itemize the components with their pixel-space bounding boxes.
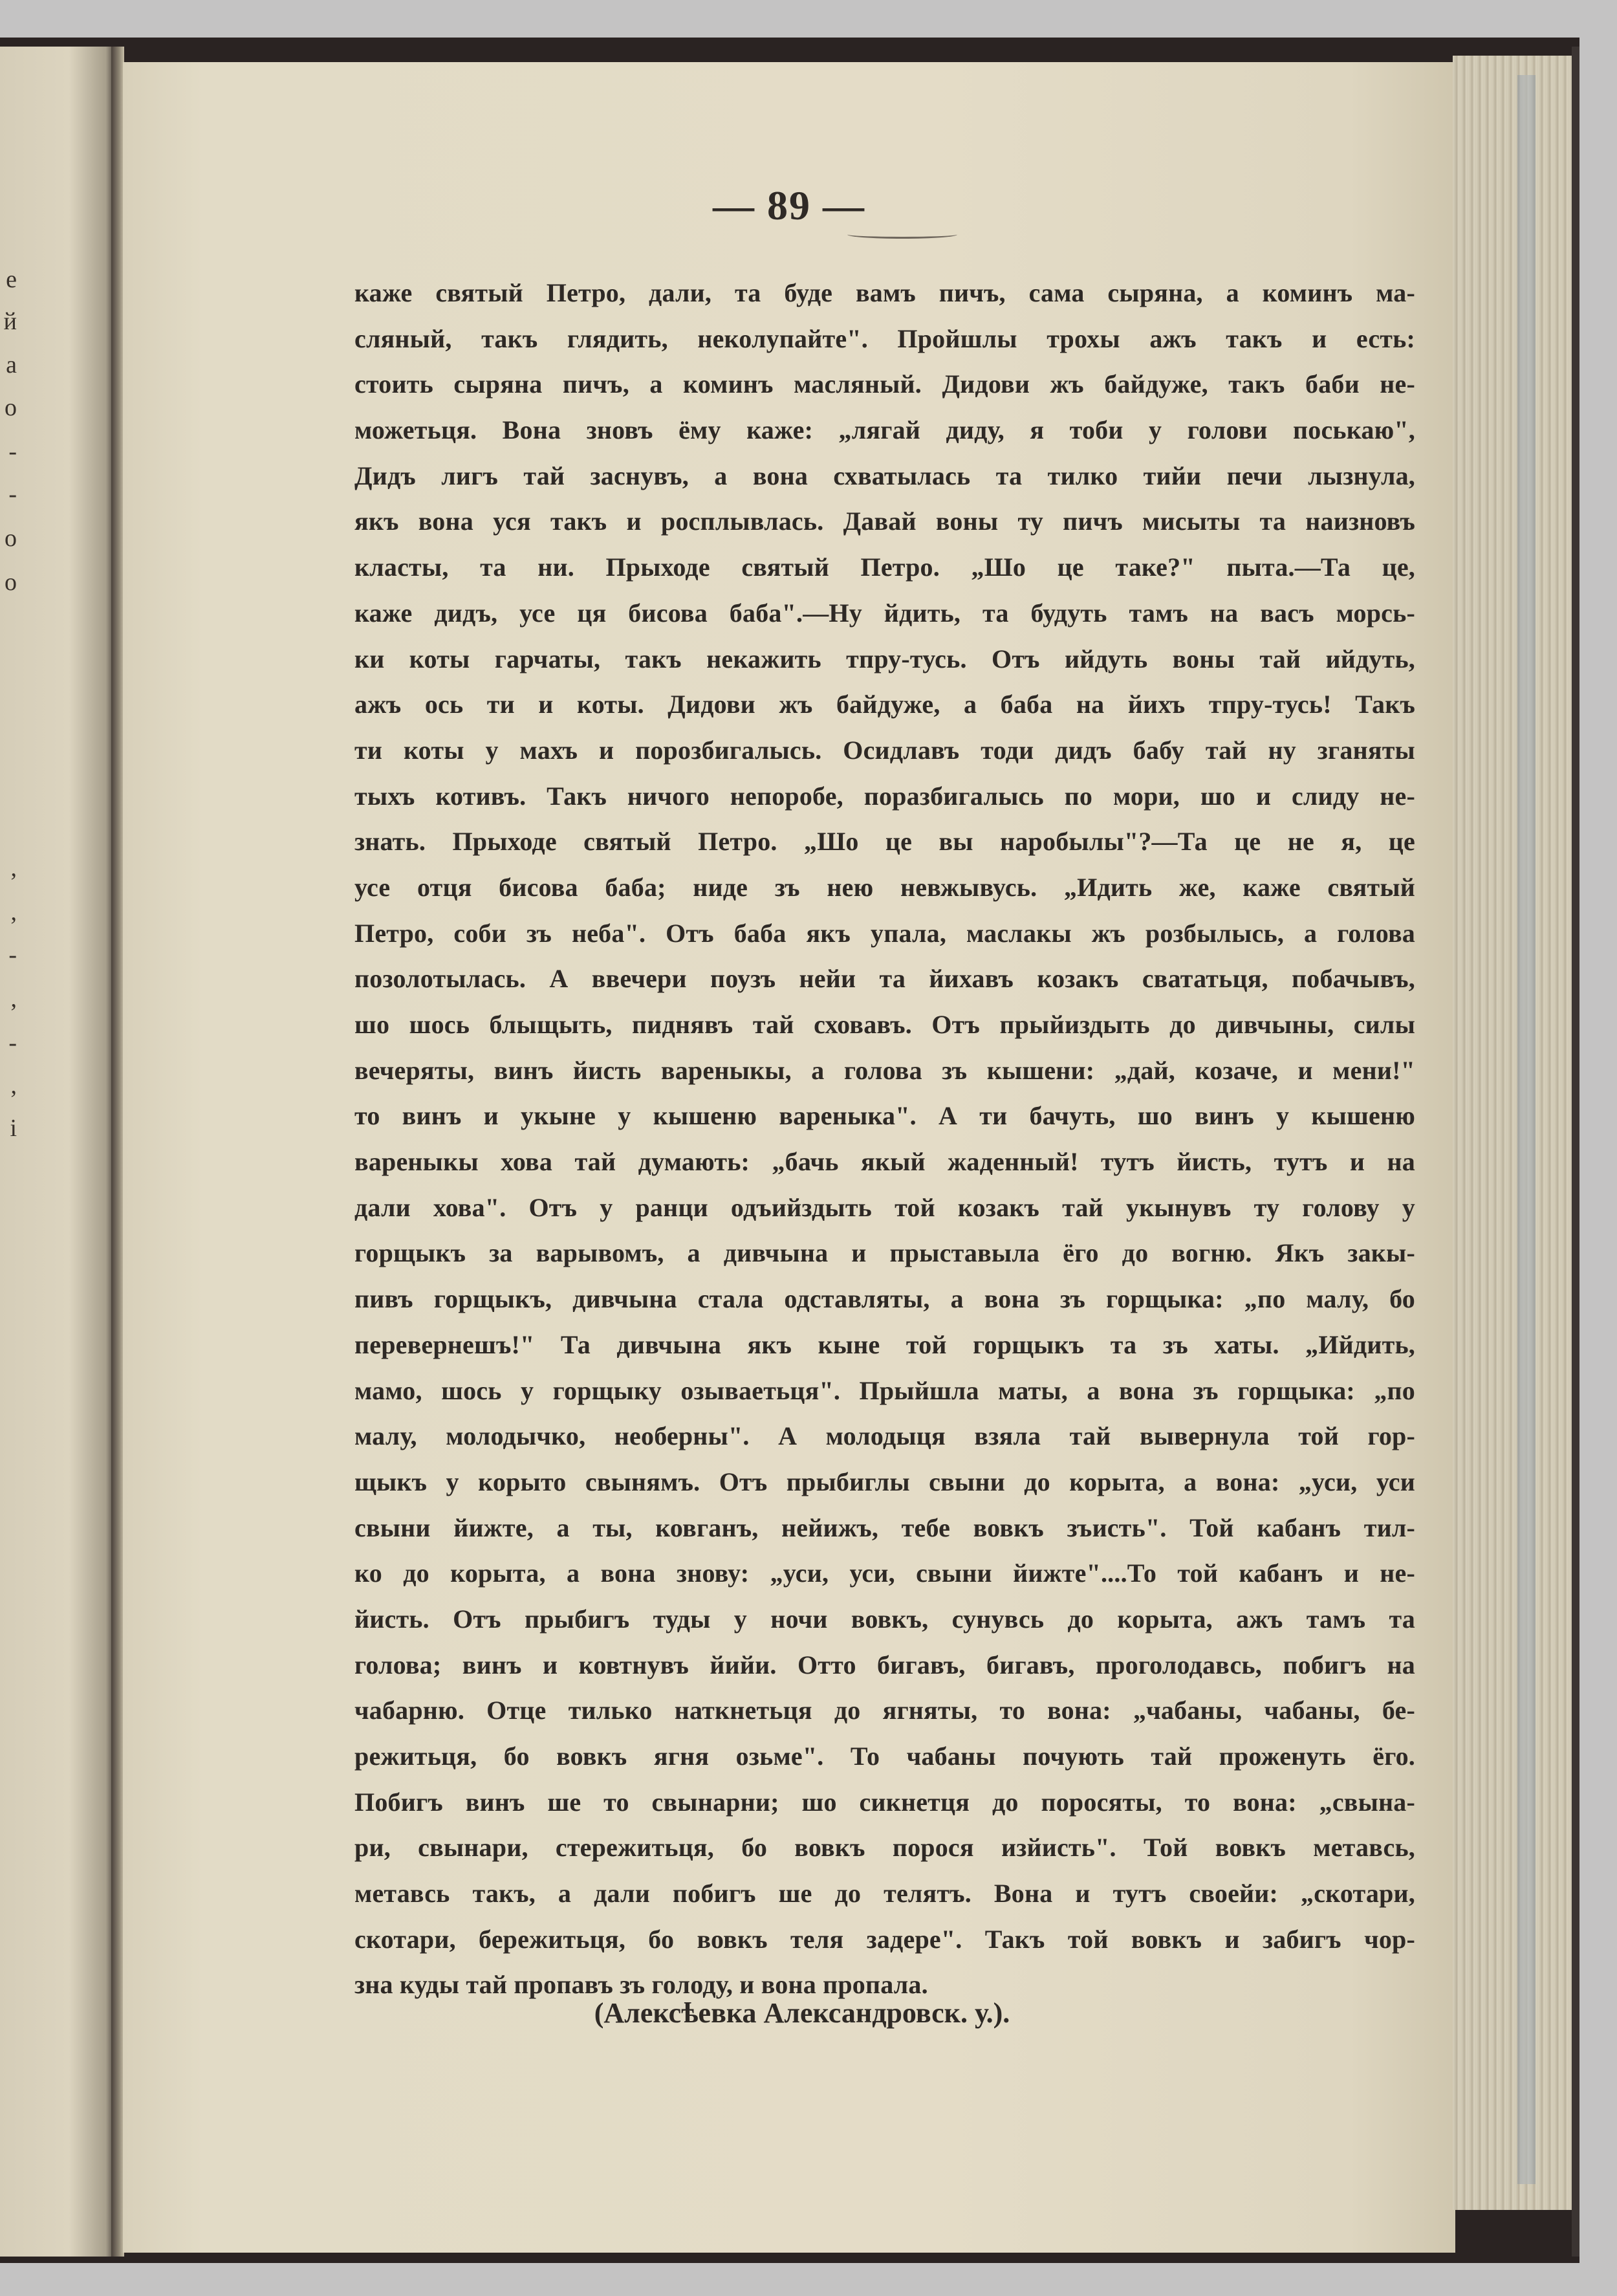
text-line: шо шось блыщыть, пиднявъ тай сховавъ. Отъ прыйиздыть до дивчыны, силы — [354, 1010, 1415, 1039]
text-line: скотари, бережитьця, бо вовкъ теля задере". Такъ той вовкъ и забигъ чор- — [354, 1924, 1415, 1954]
left-page-fragment: і — [10, 1115, 17, 1142]
text-line: щыкъ у корыто свынямъ. Отъ прыбиглы свыни до корыта, а вона: „уси, уси — [354, 1467, 1415, 1496]
text-line: режитьця, бо вовкъ ягня озьме". То чабаны почують тай проженуть ёго. — [354, 1742, 1415, 1771]
left-page-fragment: - — [8, 941, 17, 968]
text-line: йисть. Отъ прыбигъ туды у ночи вовкъ, сунувсь до корыта, ажъ тамъ та — [354, 1604, 1415, 1634]
text-line: тыхъ котивъ. Такъ ничого непоробе, поразбигалысь по мори, шо и слиду не- — [354, 781, 1415, 811]
page-edges — [1453, 56, 1577, 2210]
text-line: усе отця бисова баба; ниде зъ нею невжывусь. „Идить же, каже святый — [354, 872, 1415, 902]
text-line: горщыкъ за варывомъ, а дивчына и прыставыла ёго до вогню. Якъ закы- — [354, 1238, 1415, 1268]
text-line: мамо, шось у горщыку озываетьця". Прыйшла маты, а вона зъ горщыка: „по — [354, 1375, 1415, 1405]
left-page-fragment: , — [10, 985, 17, 1012]
left-page-fragment: , — [10, 899, 17, 926]
left-page-fragment: - — [8, 481, 17, 508]
left-page-fragment: а — [6, 351, 17, 378]
text-line: ко до корыта, а вона знову: „уси, уси, свыни йижте"....То той кабанъ и не- — [354, 1558, 1415, 1588]
left-page-fragment: , — [10, 855, 17, 882]
left-page-fragment: - — [8, 438, 17, 465]
story-text — [354, 270, 1415, 2008]
text-line: ти коты у махъ и порозбигалысь. Осидлавъ тоди дидъ бабу тай ну зганяты — [354, 735, 1415, 765]
text-line: метавсь такъ, а дали побигъ ше до телятъ. Вона и тутъ своейи: „скотари, — [354, 1879, 1415, 1908]
left-page — [0, 47, 115, 2257]
left-page-fragment: о — [5, 525, 17, 552]
text-line: Побигъ винъ ше то свынарни; шо сикнетця до поросяты, то вона: „свына- — [354, 1787, 1415, 1817]
text-line: то винъ и укыне у кышеню вареныка". А ти бачуть, шо винъ у кышеню — [354, 1101, 1415, 1131]
bookmark-ribbon — [1517, 75, 1536, 2184]
left-page-fragment: , — [10, 1072, 17, 1099]
text-line: ри, свынари, стережитьця, бо вовкъ порося изйисть". Той вовкъ метавсь, — [354, 1833, 1415, 1863]
text-line: дали хова". Отъ у ранци одъийздыть той козакъ тай укынувъ ту голову у — [354, 1192, 1415, 1222]
text-line: пивъ горщыкъ, дивчына стала одставляты, а вона зъ горщыка: „по малу, бо — [354, 1284, 1415, 1314]
left-page-fragment: й — [3, 308, 17, 335]
page-number-underline — [847, 230, 957, 239]
left-page-fragment: - — [8, 1029, 17, 1056]
right-page — [123, 62, 1455, 2253]
book-gutter — [111, 47, 124, 2257]
text-line: можетьця. Вона зновъ ёму каже: „лягай диду, я тоби у голови поськаю", — [354, 415, 1415, 445]
text-line: вареныкы хова тай думають: „бачь якый жаденный! тутъ йисть, тутъ и на — [354, 1147, 1415, 1177]
left-page-fragment: е — [6, 266, 17, 293]
left-page-fragment: о — [5, 569, 17, 596]
text-line: голова; винъ и ковтнувъ йийи. Отто бигавъ, бигавъ, проголодавсь, побигъ на — [354, 1650, 1415, 1679]
text-line: знать. Прыходе святый Петро. „Шо це вы наробылы"?—Та це не я, це — [354, 827, 1415, 857]
text-line: класты, та ни. Прыходе святый Петро. „Шо це таке?" пыта.—Та це, — [354, 552, 1415, 582]
text-line: якъ вона уся такъ и росплывлась. Давай воны ту пичъ мисыты та наизновъ — [354, 507, 1415, 536]
text-line: каже святый Петро, дали, та буде вамъ пичъ, сама сыряна, а коминъ ма- — [354, 278, 1415, 307]
page-number: — 89 — — [713, 182, 865, 228]
left-page-fragment: о — [5, 394, 17, 421]
text-line: свыни йижте, а ты, ковганъ, нейижъ, тебе вовкъ зъисть". Той кабанъ тил- — [354, 1513, 1415, 1542]
text-line: ажъ ось ти и коты. Дидови жъ байдуже, а баба на йихъ тпру-тусь! Такъ — [354, 690, 1415, 719]
source-attribution: (Алексѣевка Александровск. у.). — [594, 1997, 1010, 2029]
text-line: стоить сыряна пичъ, а коминъ масляный. Дидови жъ байдуже, такъ баби не- — [354, 369, 1415, 399]
text-line: позолотылась. А ввечери поузъ нейи та йихавъ козакъ свататьця, побачывъ, — [354, 964, 1415, 994]
text-line: перевернешъ!" Та дивчына якъ кыне той горщыкъ та зъ хаты. „Ийдить, — [354, 1329, 1415, 1359]
text-line: вечеряты, винъ йисть вареныкы, а голова зъ кышени: „дай, козаче, и мени!" — [354, 1055, 1415, 1085]
text-line: ки коты гарчаты, такъ некажить тпру-тусь. Отъ ийдуть воны тай ийдуть, — [354, 644, 1415, 673]
text-line: чабарню. Отце тилько наткнетьця до ягняты, то вона: „чабаны, чабаны, бе- — [354, 1696, 1415, 1725]
page-edge-shadow — [1572, 47, 1579, 2257]
text-line: Дидъ лигъ тай заснувъ, а вона схватылась та тилко тийи печи лызнула, — [354, 461, 1415, 490]
text-line: малу, молодычко, необерны". А молодыця взяла тай вывернула той гор- — [354, 1421, 1415, 1451]
text-line: каже дидъ, усе ця бисова баба".—Ну йдить, та будуть тамъ на васъ морсь- — [354, 598, 1415, 628]
text-line: Петро, соби зъ неба". Отъ баба якъ упала, маслакы жъ розбылысь, а голова — [354, 918, 1415, 948]
text-line: зна куды тай пропавъ зъ голоду, и вона пропала. — [354, 1970, 928, 2000]
text-line: сляный, такъ глядить, неколупайте". Пройшлы трохы ажъ такъ и есть: — [354, 323, 1415, 353]
